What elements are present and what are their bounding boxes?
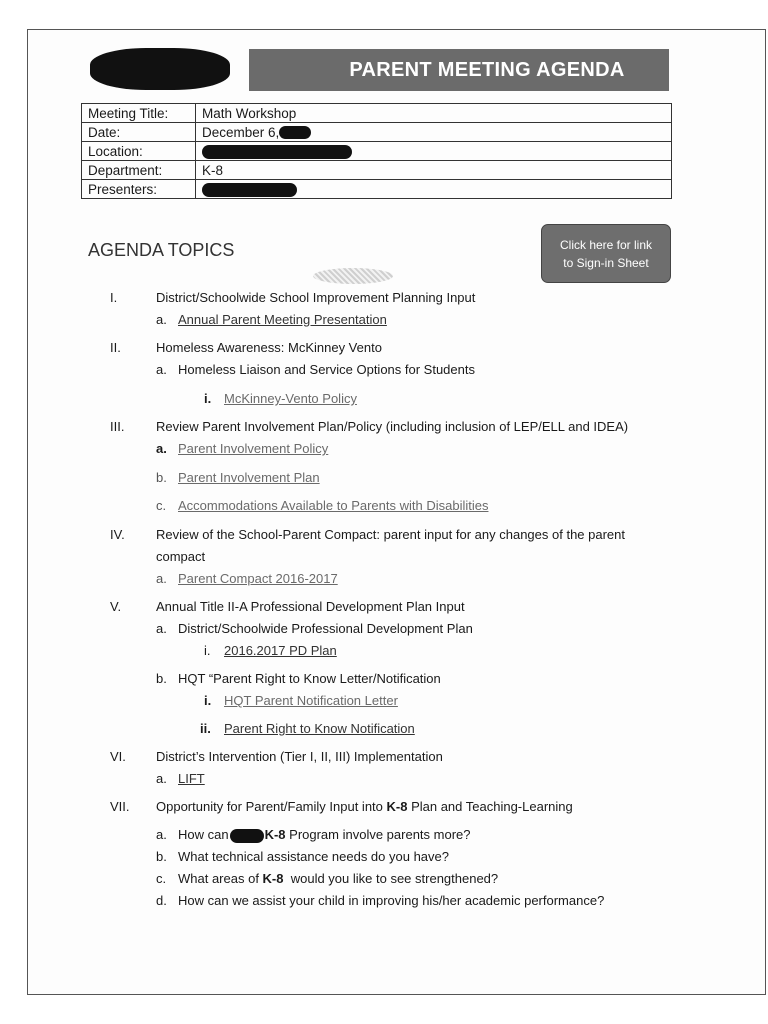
agenda-subitem: District/Schoolwide Professional Development Plan <box>178 621 473 636</box>
item-text-bold: K-8 <box>264 827 286 842</box>
agenda-item-5: Annual Title II-A Professional Development Plan Input <box>156 599 465 614</box>
agenda-item-2: Homeless Awareness: McKinney Vento <box>156 340 382 355</box>
table-row <box>82 161 672 180</box>
meeting-title-label: Meeting Title: <box>82 104 196 123</box>
item-text: How can <box>178 827 229 842</box>
item-text: would you like to see strengthened? <box>283 871 499 886</box>
item-roman: i. <box>204 693 212 708</box>
presenters-label: Presenters: <box>82 180 196 199</box>
item-number: VI. <box>110 749 126 764</box>
item-text-bold: K-8 <box>386 799 408 814</box>
item-number: I. <box>110 290 118 305</box>
agenda-banner <box>249 49 669 91</box>
mckinney-vento-policy-link[interactable]: McKinney-Vento Policy <box>224 391 357 406</box>
item-letter: b. <box>156 470 167 485</box>
redacted-year <box>279 126 311 139</box>
table-row <box>82 123 672 142</box>
redacted-logo <box>90 48 230 90</box>
table-row <box>82 142 672 161</box>
department-value: K-8 <box>196 161 672 180</box>
redacted-text <box>230 829 264 843</box>
agenda-item-4: Review of the School-Parent Compact: parent input for any changes of the parent <box>156 527 625 542</box>
table-row <box>82 104 672 123</box>
sign-in-button-line2: to Sign-in Sheet <box>563 255 649 270</box>
item-text: Opportunity for Parent/Family Input into <box>156 799 387 814</box>
annual-meeting-presentation-link[interactable]: Annual Parent Meeting Presentation <box>178 312 387 327</box>
agenda-item-6: District’s Intervention (Tier I, II, III) Implementation <box>156 749 443 764</box>
item-text-bold: K-8 <box>262 871 284 886</box>
agenda-subitem: What technical assistance needs do you have? <box>178 849 450 864</box>
item-number: III. <box>110 419 125 434</box>
date-value: December 6, <box>202 124 280 140</box>
agenda-subitem <box>178 826 471 844</box>
item-letter: d. <box>156 893 167 908</box>
meeting-info-table <box>81 103 672 199</box>
presenters-cell <box>196 180 672 199</box>
agenda-item-7 <box>156 798 573 816</box>
item-roman: ii. <box>200 721 211 736</box>
parent-involvement-plan-link[interactable]: Parent Involvement Plan <box>178 470 320 485</box>
agenda-item-1: District/Schoolwide School Improvement Planning Input <box>156 290 476 305</box>
agenda-subitem: Homeless Liaison and Service Options for Students <box>178 362 475 377</box>
table-row <box>82 180 672 199</box>
item-number: IV. <box>110 527 125 542</box>
pd-plan-link[interactable]: 2016.2017 PD Plan <box>224 643 337 658</box>
parent-involvement-policy-link[interactable]: Parent Involvement Policy <box>178 441 329 456</box>
agenda-item-4-cont: compact <box>156 549 206 564</box>
accommodations-link[interactable]: Accommodations Available to Parents with Disabilities <box>178 498 489 513</box>
item-text: Plan and Teaching-Learning <box>407 799 573 814</box>
hqt-notification-letter-link[interactable]: HQT Parent Notification Letter <box>224 693 398 708</box>
item-letter: a. <box>156 771 167 786</box>
page-title: PARENT MEETING AGENDA <box>349 58 625 81</box>
item-letter: a. <box>156 441 167 456</box>
item-text: What areas of <box>178 871 263 886</box>
agenda-subitem: HQT “Parent Right to Know Letter/Notification <box>178 671 441 686</box>
item-letter: b. <box>156 849 167 864</box>
item-letter: a. <box>156 827 167 842</box>
location-label: Location: <box>82 142 196 161</box>
date-cell <box>196 123 672 142</box>
item-letter: c. <box>156 871 167 886</box>
agenda-subitem <box>178 870 498 888</box>
item-number: II. <box>110 340 121 355</box>
agenda-subitem: How can we assist your child in improving his/her academic performance? <box>178 893 605 908</box>
sign-in-button-line1: Click here for link <box>559 237 653 252</box>
item-letter: a. <box>156 362 167 377</box>
meeting-title-value: Math Workshop <box>196 104 672 123</box>
parent-compact-link[interactable]: Parent Compact 2016-2017 <box>178 571 338 586</box>
item-number: V. <box>110 599 122 614</box>
item-text: Program involve parents more? <box>285 827 471 842</box>
item-letter: c. <box>156 498 167 513</box>
agenda-item-3: Review Parent Involvement Plan/Policy (including inclusion of LEP/ELL and IDEA) <box>156 419 629 434</box>
scan-smudge <box>313 268 393 284</box>
item-roman: i. <box>204 391 212 406</box>
item-letter: a. <box>156 621 167 636</box>
lift-link[interactable]: LIFT <box>178 771 205 786</box>
agenda-topics-heading: AGENDA TOPICS <box>88 240 235 260</box>
redacted-location <box>202 145 352 159</box>
date-label: Date: <box>82 123 196 142</box>
parent-right-to-know-link[interactable]: Parent Right to Know Notification <box>224 721 415 736</box>
location-cell <box>196 142 672 161</box>
item-letter: b. <box>156 671 167 686</box>
redacted-presenters <box>202 183 297 197</box>
item-number: VII. <box>110 799 130 814</box>
item-roman: i. <box>204 643 211 658</box>
department-label: Department: <box>82 161 196 180</box>
item-letter: a. <box>156 312 167 327</box>
item-letter: a. <box>156 571 167 586</box>
sign-in-sheet-button[interactable] <box>541 224 671 283</box>
